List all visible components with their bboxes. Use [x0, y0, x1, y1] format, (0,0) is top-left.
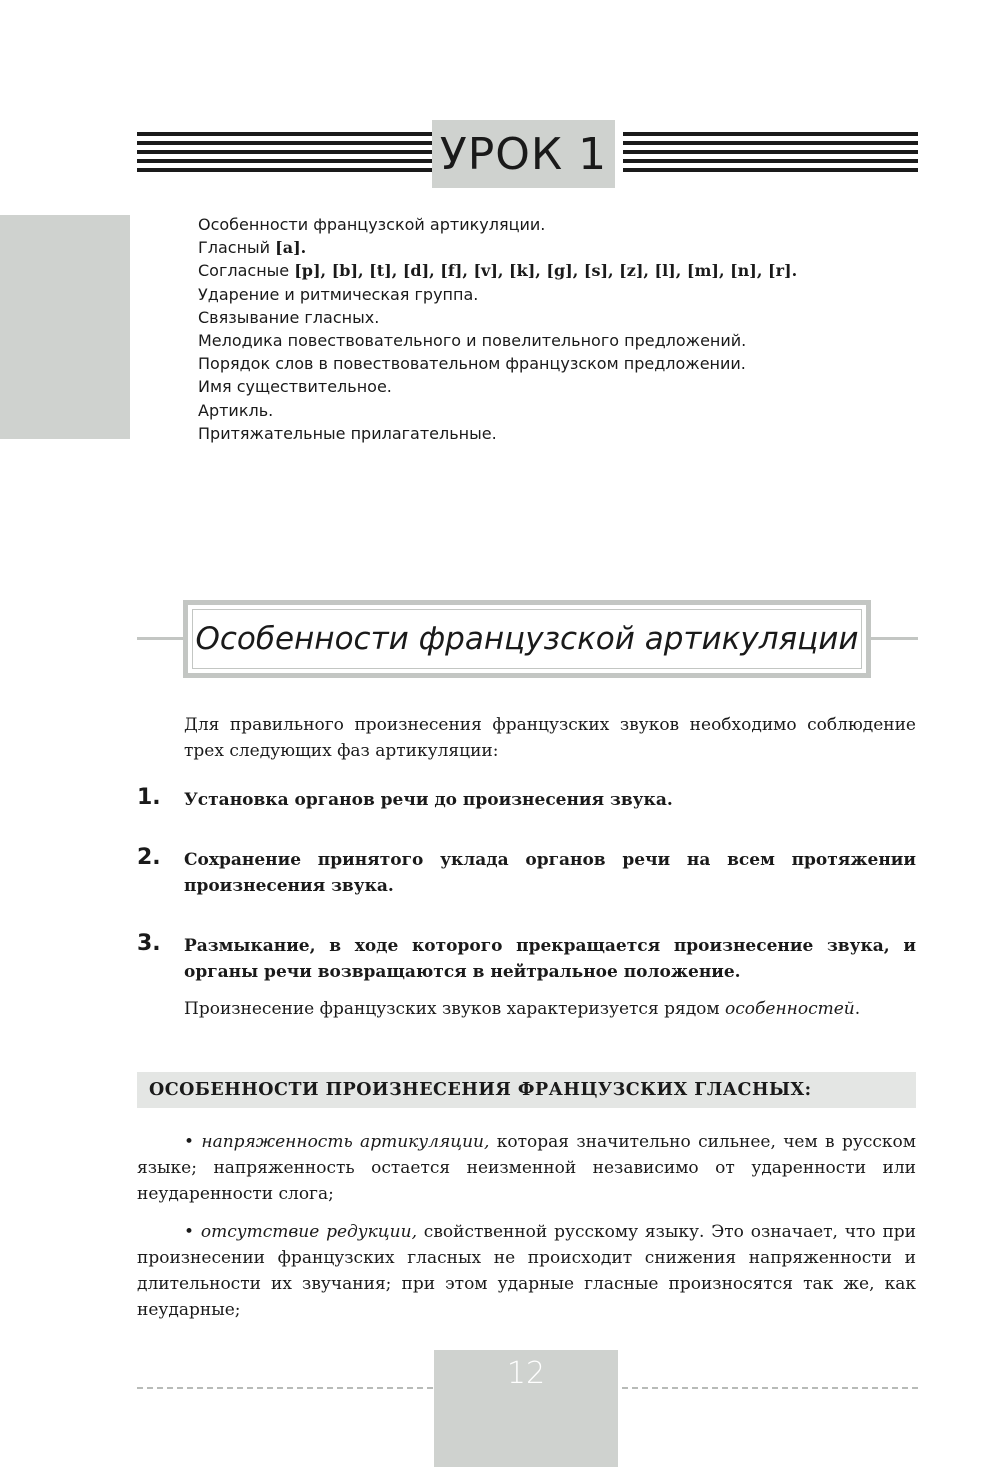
step-number: 1. [137, 785, 161, 810]
topic-item: Имя существительное. [198, 377, 392, 397]
step-number: 2. [137, 845, 161, 870]
section-title-frame [183, 600, 871, 678]
step-text: Установка органов речи до произнесения звука. [184, 790, 673, 810]
lesson-header [137, 120, 918, 188]
topic-item: Гласный [a]. [198, 238, 307, 258]
header-stripes-left [137, 132, 432, 176]
step-text: Сохранение принятого уклада органов речи на всем протяжении произнесения звука. [184, 850, 916, 896]
section-title: Особенности французской артикуляции [192, 609, 862, 669]
topic-item: Порядок слов в повествовательном французском предложении. [198, 354, 746, 374]
topic-item: Ударение и ритмическая группа. [198, 284, 479, 304]
step-number: 3. [137, 931, 161, 956]
page-footer [137, 1350, 918, 1467]
topic-item: Согласные [p], [b], [t], [d], [f], [v], [k], [g], [s], [z], [l], [m], [n], [r]. [198, 261, 798, 281]
bullet-item: • отсутствие редукции, свойственной русскому языку. Это означает, что при произнесении французских гласных не происходит снижения напряженности и длительности их звучания; при этом ударные гласные произносятся так же, как неударные; [137, 1222, 917, 1320]
topic-item: Артикль. [198, 400, 274, 420]
articulation-step [137, 933, 916, 985]
bullet-item: • напряженность артикуляции, которая значительно сильнее, чем в русском языке; напряженность остается неизменной независимо от ударенности или неударенности слога; [137, 1132, 916, 1204]
divider [871, 637, 918, 640]
topic-item: Связывание гласных. [198, 307, 380, 327]
step-text: Размыкание, в ходе которого прекращается произнесение звука, и органы речи возвращаются в нейтральное положение. [184, 936, 916, 982]
section-title-block [137, 600, 918, 678]
footer-dashed-line [622, 1387, 918, 1389]
lesson-title: УРОК 1 [432, 120, 615, 188]
header-stripes-right [623, 132, 918, 176]
closing-paragraph: Произнесение французских звуков характеризуется рядом особенностей. [184, 999, 861, 1019]
vowels-heading: ОСОБЕННОСТИ ПРОИЗНЕСЕНИЯ ФРАНЦУЗСКИХ ГЛАСНЫХ: [137, 1072, 916, 1108]
side-tab [0, 215, 130, 439]
topic-item: Мелодика повествовательного и повелительного предложений. [198, 331, 747, 351]
intro-paragraph: Для правильного произнесения французских звуков необходимо соблюдение трех следующих фаз артикуляции: [184, 715, 916, 761]
topic-item: Особенности французской артикуляции. [198, 215, 546, 234]
topic-item: Притяжательные прилагательные. [198, 423, 497, 443]
footer-dashed-line [137, 1387, 433, 1389]
page-number: 12 [434, 1350, 618, 1467]
articulation-step [137, 787, 916, 813]
articulation-step [137, 847, 916, 899]
topic-list [198, 213, 898, 445]
divider [137, 637, 183, 640]
